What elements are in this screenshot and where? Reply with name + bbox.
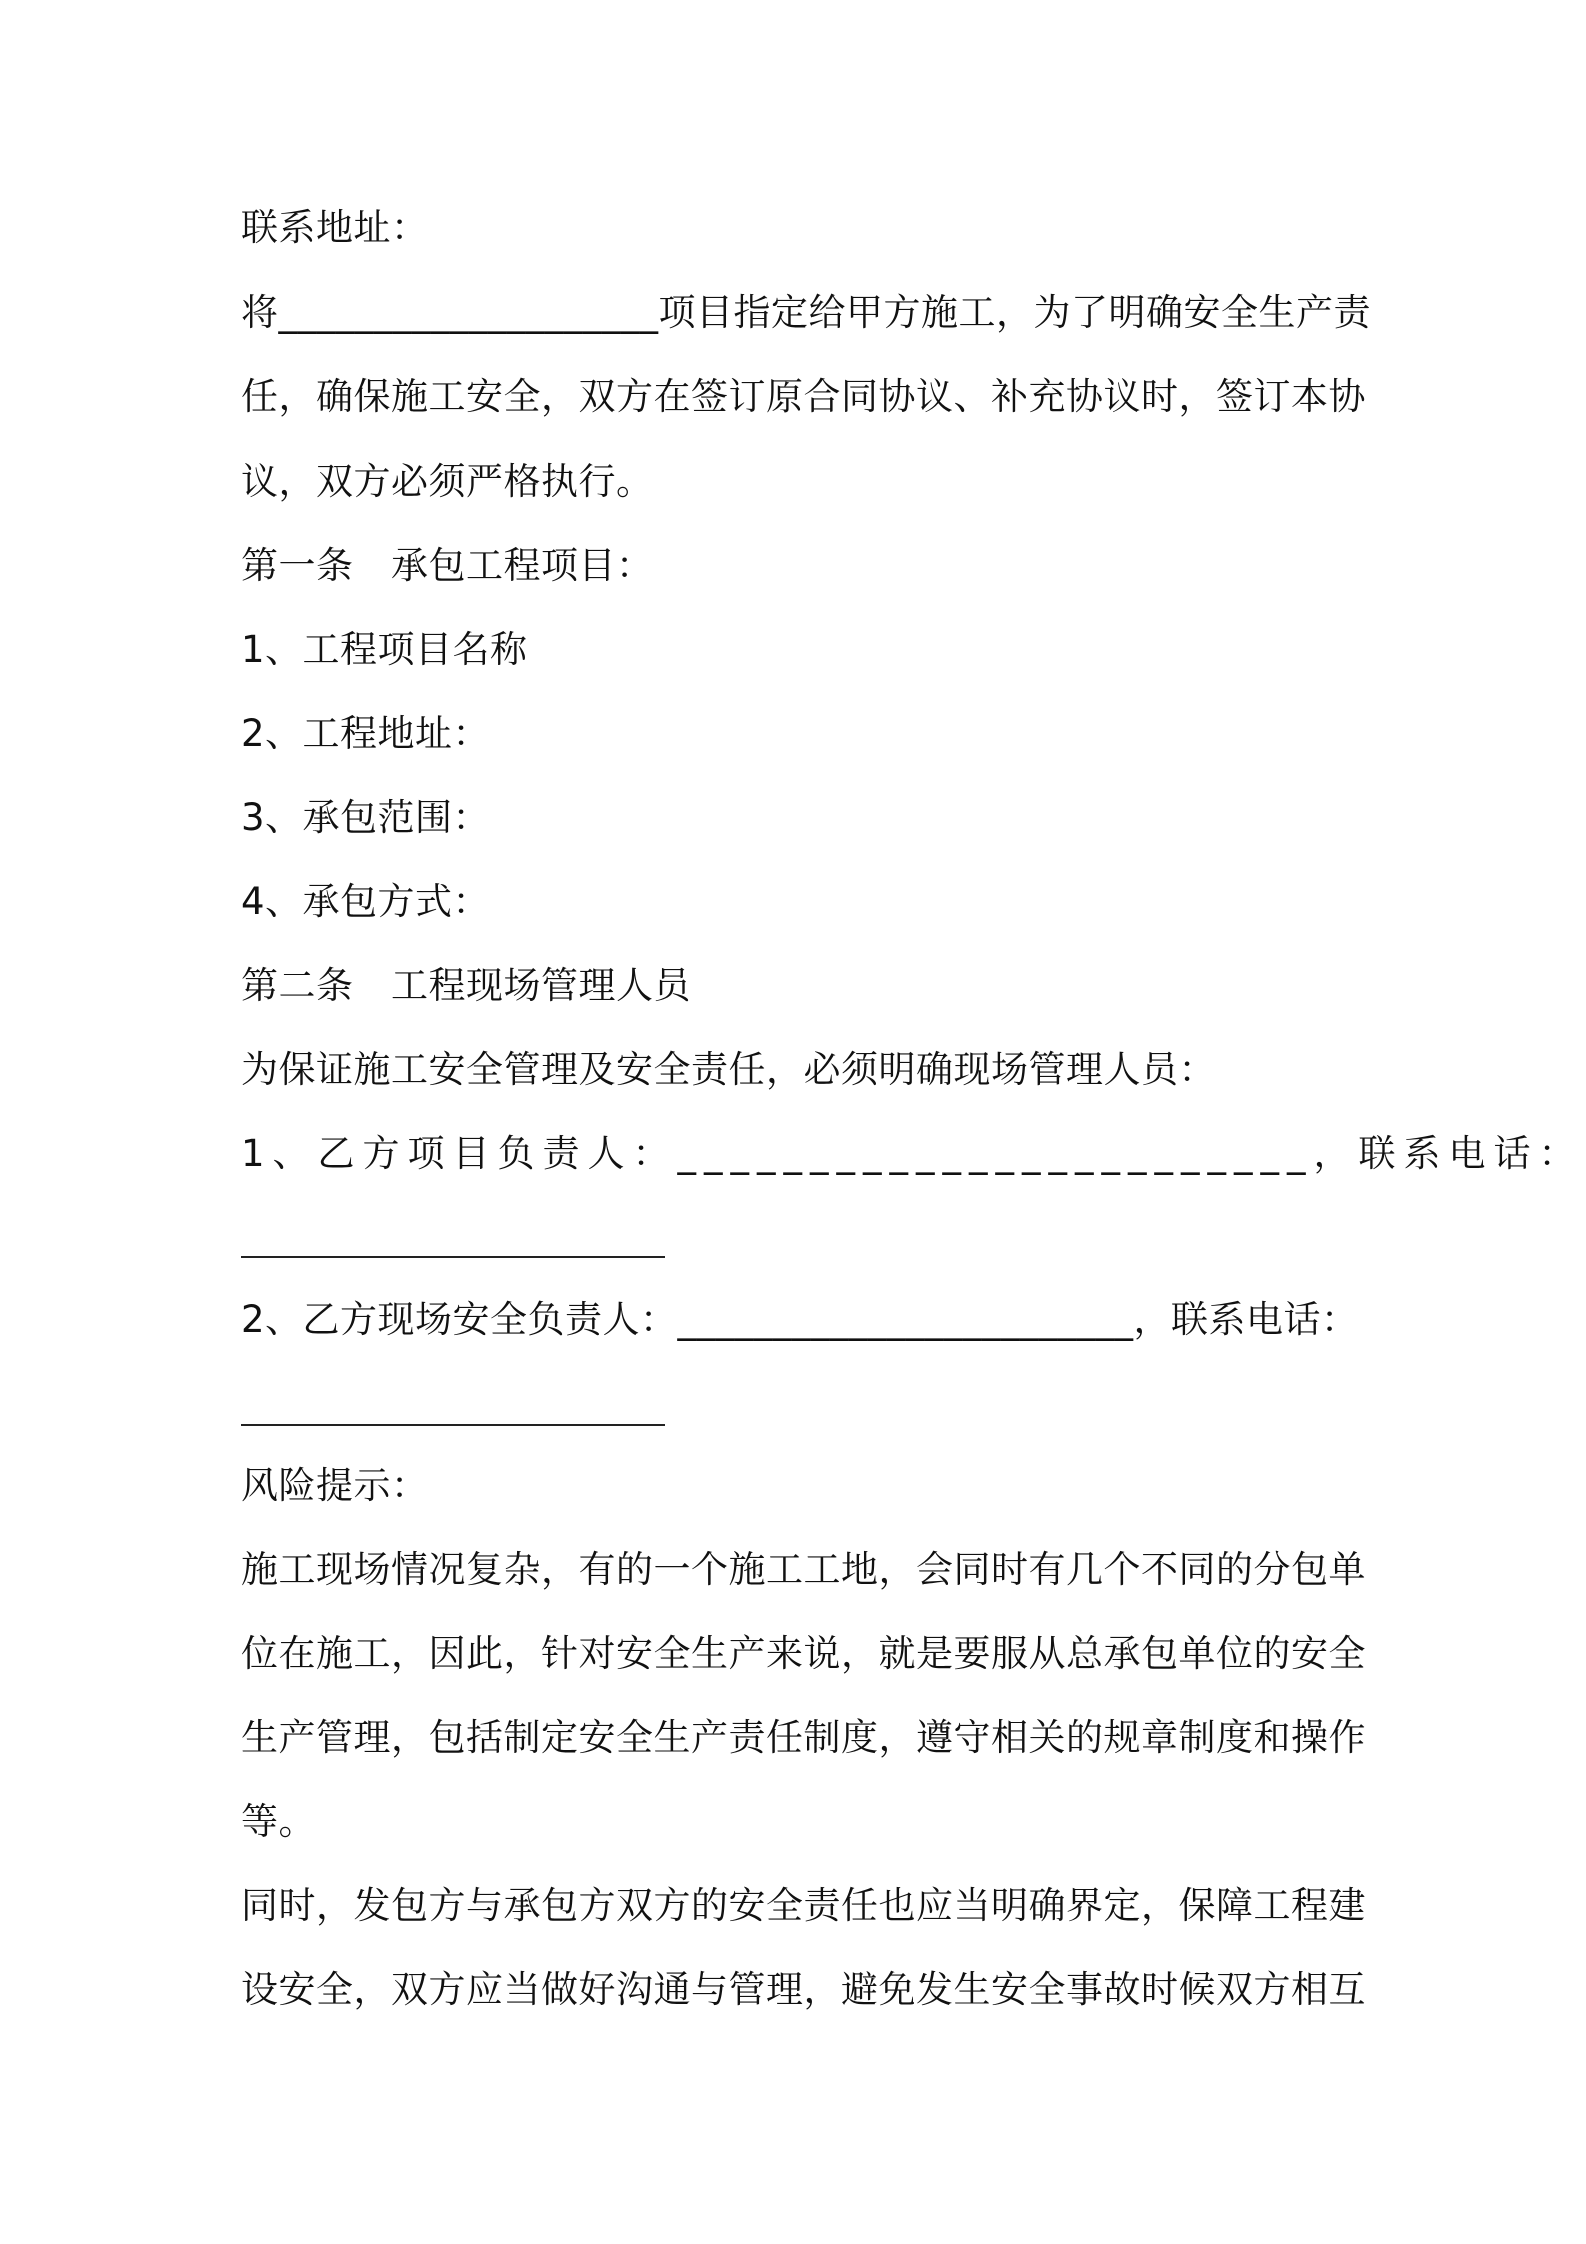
article-heading: 第二条 工程现场管理人员 <box>241 964 691 1007</box>
paragraph-line: 同时，发包方与承包方双方的安全责任也应当明确界定，保障工程建 <box>241 1884 1366 1927</box>
phone-blank-line <box>241 1256 665 1258</box>
list-item: 3、承包范围： <box>241 796 491 839</box>
list-item: 2、工程地址： <box>241 712 491 755</box>
list-item: 1、工程项目名称 <box>241 628 528 671</box>
phone-blank-line <box>241 1424 665 1426</box>
article-heading: 第一条 承包工程项目： <box>241 544 654 587</box>
paragraph-line: 生产管理，包括制定安全生产责任制度，遵守相关的规章制度和操作 <box>241 1716 1366 1759</box>
paragraph-line: 设安全，双方应当做好沟通与管理，避免发生安全事故时候双方相互 <box>241 1968 1366 2011</box>
paragraph-line: 将____________________项目指定给甲方施工，为了明确安全生产责 <box>241 291 1371 334</box>
risk-tip-heading: 风险提示： <box>241 1464 429 1507</box>
paragraph-line: 位在施工，因此，针对安全生产来说，就是要服从总承包单位的安全 <box>241 1632 1366 1675</box>
paragraph-line: 为保证施工安全管理及安全责任，必须明确现场管理人员： <box>241 1048 1216 1091</box>
paragraph-line: 等。 <box>241 1800 316 1843</box>
paragraph-line: 任，确保施工安全，双方在签订原合同协议、补充协议时，签订本协 <box>241 375 1366 418</box>
paragraph-line: 施工现场情况复杂，有的一个施工工地，会同时有几个不同的分包单 <box>241 1548 1366 1591</box>
safety-manager-line: 2、乙方现场安全负责人：________________________，联系电话： <box>241 1298 1359 1341</box>
contact-address-line: 联系地址： <box>241 206 429 249</box>
project-manager-line: 1、乙方项目负责人：________________________，联系电话： <box>241 1132 1584 1175</box>
paragraph-line: 议，双方必须严格执行。 <box>241 460 654 503</box>
list-item: 4、承包方式： <box>241 880 491 923</box>
